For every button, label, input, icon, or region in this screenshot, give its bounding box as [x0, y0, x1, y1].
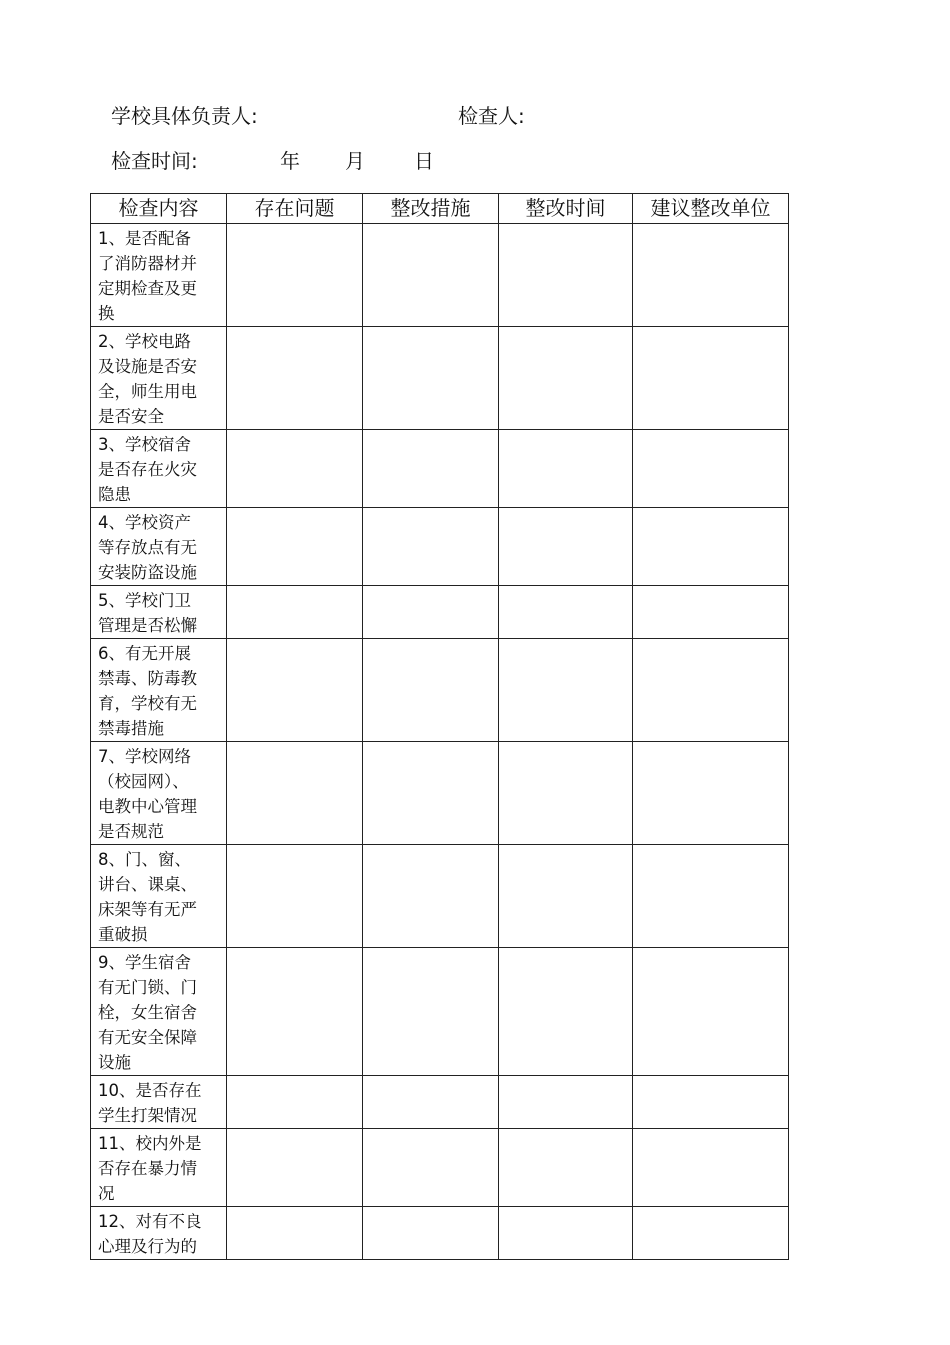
- inspection-item-cell: [91, 1076, 227, 1129]
- inspection-item-line: 管理是否松懈: [98, 616, 197, 635]
- inspection-item-line: （校园网）、: [98, 772, 189, 791]
- inspection-item-line: 学生打架情况: [98, 1106, 197, 1125]
- inspection-item-cell: [91, 742, 227, 845]
- empty-entry-cell[interactable]: [363, 742, 499, 845]
- inspection-table: [90, 193, 789, 1260]
- empty-entry-cell[interactable]: [227, 948, 363, 1076]
- empty-entry-cell[interactable]: [499, 586, 633, 639]
- inspection-item-line: 安装防盗设施: [98, 563, 197, 582]
- empty-entry-cell[interactable]: [363, 1207, 499, 1260]
- inspection-item-line: 禁毒、防毒教: [98, 669, 197, 688]
- inspection-item-line: 栓，女生宿舍: [98, 1003, 197, 1022]
- empty-entry-cell[interactable]: [499, 508, 633, 586]
- empty-entry-cell[interactable]: [227, 430, 363, 508]
- inspection-item-cell: [91, 586, 227, 639]
- empty-entry-cell[interactable]: [499, 639, 633, 742]
- empty-entry-cell[interactable]: [227, 1129, 363, 1207]
- inspection-item-line: 2、学校电路: [98, 332, 191, 351]
- inspection-item-line: 况: [98, 1184, 115, 1203]
- empty-entry-cell[interactable]: [633, 508, 789, 586]
- inspection-item-line: 5、学校门卫: [98, 591, 191, 610]
- empty-entry-cell[interactable]: [227, 1207, 363, 1260]
- table-header-row: [91, 194, 789, 224]
- inspection-item-line: 6、有无开展: [98, 644, 191, 663]
- empty-entry-cell[interactable]: [499, 1076, 633, 1129]
- empty-entry-cell[interactable]: [363, 430, 499, 508]
- empty-entry-cell[interactable]: [499, 1129, 633, 1207]
- column-header-content: 检查内容: [91, 194, 227, 224]
- table-row: [91, 430, 789, 508]
- empty-entry-cell[interactable]: [633, 327, 789, 430]
- table-row: [91, 1129, 789, 1207]
- table-row: [91, 948, 789, 1076]
- inspection-item-line: 有无门锁、门: [98, 978, 197, 997]
- empty-entry-cell[interactable]: [499, 948, 633, 1076]
- empty-entry-cell[interactable]: [363, 948, 499, 1076]
- empty-entry-cell[interactable]: [227, 327, 363, 430]
- empty-entry-cell[interactable]: [363, 639, 499, 742]
- empty-entry-cell[interactable]: [633, 948, 789, 1076]
- inspector-label: 检查人:: [458, 104, 525, 128]
- empty-entry-cell[interactable]: [633, 1076, 789, 1129]
- table-row: [91, 845, 789, 948]
- inspection-item-line: 是否安全: [98, 407, 164, 426]
- inspection-item-line: 1、是否配备: [98, 229, 191, 248]
- inspection-item-line: 重破损: [98, 925, 148, 944]
- table-row: [91, 586, 789, 639]
- inspection-item-line: 等存放点有无: [98, 538, 197, 557]
- column-header-measures: 整改措施: [363, 194, 499, 224]
- column-header-time: 整改时间: [499, 194, 633, 224]
- inspection-item-line: 8、门、窗、: [98, 850, 191, 869]
- inspection-time-label: 检查时间:: [111, 149, 198, 173]
- inspection-item-cell: [91, 1207, 227, 1260]
- empty-entry-cell[interactable]: [633, 586, 789, 639]
- year-label: 年: [280, 149, 300, 173]
- inspection-item-cell: [91, 508, 227, 586]
- inspection-item-line: 12、对有不良: [98, 1212, 202, 1231]
- inspection-item-line: 7、学校网络: [98, 747, 191, 766]
- empty-entry-cell[interactable]: [499, 327, 633, 430]
- empty-entry-cell[interactable]: [363, 586, 499, 639]
- inspection-item-line: 4、学校资产: [98, 513, 191, 532]
- inspection-item-cell: [91, 327, 227, 430]
- empty-entry-cell[interactable]: [363, 224, 499, 327]
- month-label: 月: [345, 149, 365, 173]
- table-row: [91, 327, 789, 430]
- empty-entry-cell[interactable]: [227, 508, 363, 586]
- inspection-item-line: 隐患: [98, 485, 131, 504]
- inspection-item-cell: [91, 430, 227, 508]
- empty-entry-cell[interactable]: [633, 845, 789, 948]
- inspection-item-cell: [91, 845, 227, 948]
- inspection-item-line: 电教中心管理: [98, 797, 197, 816]
- table-row: [91, 639, 789, 742]
- principal-label: 学校具体负责人:: [111, 104, 258, 128]
- inspection-item-line: 是否规范: [98, 822, 164, 841]
- empty-entry-cell[interactable]: [633, 430, 789, 508]
- inspection-item-line: 定期检查及更: [98, 279, 197, 298]
- inspection-item-line: 9、学生宿舍: [98, 953, 191, 972]
- empty-entry-cell[interactable]: [227, 639, 363, 742]
- inspection-item-line: 讲台、课桌、: [98, 875, 197, 894]
- table-body: [91, 224, 789, 1260]
- inspection-item-line: 否存在暴力情: [98, 1159, 197, 1178]
- empty-entry-cell[interactable]: [633, 224, 789, 327]
- empty-entry-cell[interactable]: [227, 224, 363, 327]
- empty-entry-cell[interactable]: [499, 430, 633, 508]
- empty-entry-cell[interactable]: [363, 327, 499, 430]
- empty-entry-cell[interactable]: [227, 845, 363, 948]
- inspection-item-line: 及设施是否安: [98, 357, 197, 376]
- inspection-item-line: 11、校内外是: [98, 1134, 202, 1153]
- inspection-item-line: 了消防器材并: [98, 254, 197, 273]
- table-row: [91, 1207, 789, 1260]
- inspection-item-line: 禁毒措施: [98, 719, 164, 738]
- empty-entry-cell[interactable]: [363, 1076, 499, 1129]
- empty-entry-cell[interactable]: [227, 1076, 363, 1129]
- table-row: [91, 224, 789, 327]
- inspection-item-line: 换: [98, 304, 115, 323]
- inspection-item-line: 有无安全保障: [98, 1028, 197, 1047]
- inspection-item-line: 育，学校有无: [98, 694, 197, 713]
- empty-entry-cell[interactable]: [633, 742, 789, 845]
- inspection-item-line: 3、学校宿舍: [98, 435, 191, 454]
- empty-entry-cell[interactable]: [499, 742, 633, 845]
- inspection-item-line: 设施: [98, 1053, 131, 1072]
- inspection-item-cell: [91, 639, 227, 742]
- empty-entry-cell[interactable]: [633, 1207, 789, 1260]
- inspection-item-line: 床架等有无严: [98, 900, 197, 919]
- empty-entry-cell[interactable]: [227, 586, 363, 639]
- inspection-item-line: 全，师生用电: [98, 382, 197, 401]
- empty-entry-cell[interactable]: [499, 1207, 633, 1260]
- day-label: 日: [414, 149, 434, 173]
- table-row: [91, 508, 789, 586]
- inspection-item-line: 是否存在火灾: [98, 460, 197, 479]
- column-header-unit: 建议整改单位: [633, 194, 789, 224]
- empty-entry-cell[interactable]: [499, 845, 633, 948]
- inspection-item-cell: [91, 224, 227, 327]
- empty-entry-cell[interactable]: [363, 1129, 499, 1207]
- empty-entry-cell[interactable]: [363, 845, 499, 948]
- empty-entry-cell[interactable]: [363, 508, 499, 586]
- empty-entry-cell[interactable]: [633, 1129, 789, 1207]
- inspection-item-line: 心理及行为的: [98, 1237, 197, 1256]
- column-header-problems: 存在问题: [227, 194, 363, 224]
- table-row: [91, 1076, 789, 1129]
- inspection-item-cell: [91, 1129, 227, 1207]
- inspection-item-cell: [91, 948, 227, 1076]
- inspection-item-line: 10、是否存在: [98, 1081, 202, 1100]
- empty-entry-cell[interactable]: [227, 742, 363, 845]
- empty-entry-cell[interactable]: [499, 224, 633, 327]
- table-row: [91, 742, 789, 845]
- empty-entry-cell[interactable]: [633, 639, 789, 742]
